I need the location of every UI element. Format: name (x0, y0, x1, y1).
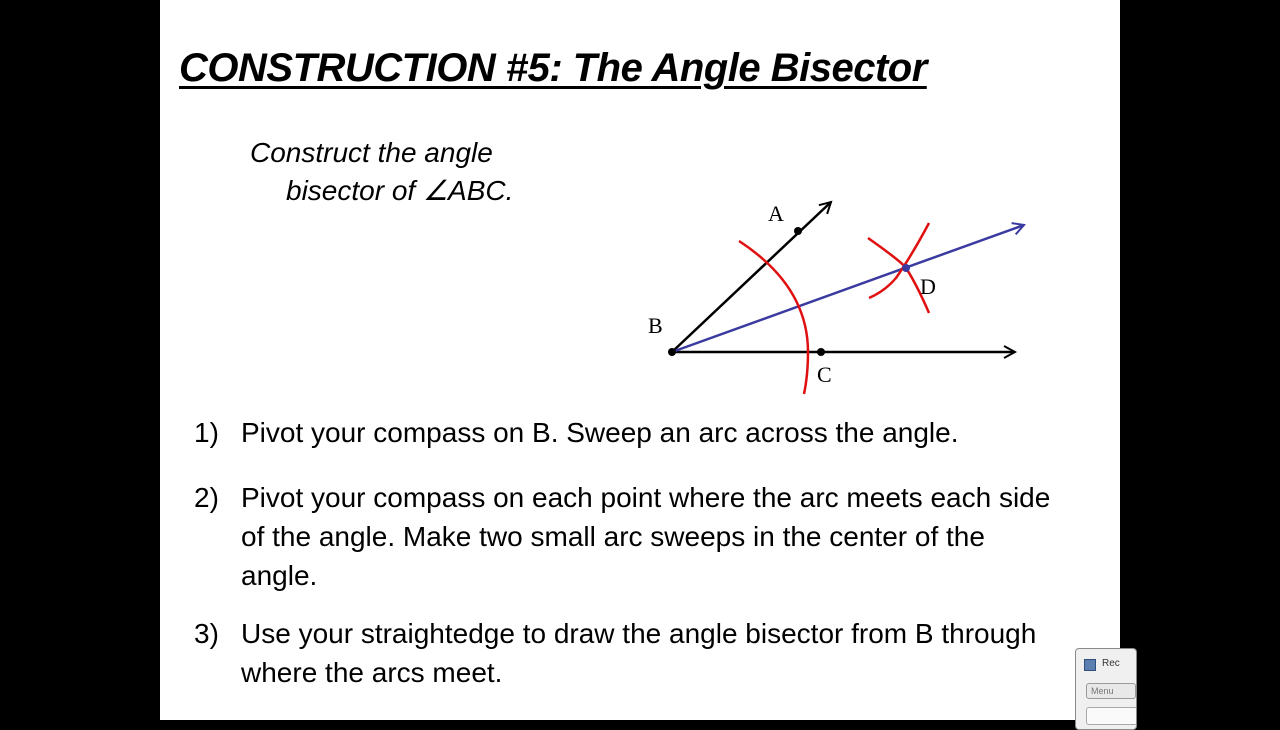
step-2 (194, 478, 1064, 595)
step-2-text: Pivot your compass on each point where the arc meets each side of the angle. Make two small arc sweeps in the center of the angle. (241, 482, 1051, 591)
recorder-popup[interactable] (1075, 648, 1137, 730)
recorder-icon (1084, 659, 1096, 671)
step-3-number: 3) (194, 618, 219, 649)
recorder-title: Rec (1102, 658, 1120, 669)
step-1 (194, 413, 1094, 452)
slide-title: CONSTRUCTION #5: The Angle Bisector (179, 46, 927, 90)
recorder-field[interactable] (1086, 707, 1137, 725)
main-arc (739, 241, 808, 394)
label-d: D (920, 274, 936, 299)
label-a: A (768, 201, 784, 226)
recorder-menu-button[interactable]: Menu (1086, 683, 1136, 699)
step-1-number: 1) (194, 417, 219, 448)
point-a (794, 227, 802, 235)
step-1-text: Pivot your compass on B. Sweep an arc across the angle. (241, 417, 959, 448)
step-3-text: Use your straightedge to draw the angle bisector from B through where the arcs meet. (241, 618, 1037, 688)
prompt-line-2: bisector of ∠ABC. (286, 175, 514, 206)
label-b: B (648, 313, 663, 338)
bisector-ray (672, 225, 1024, 352)
label-c: C (817, 362, 832, 387)
step-3 (194, 614, 1044, 692)
point-b (668, 348, 676, 356)
point-c (817, 348, 825, 356)
prompt-line-1: Construct the angle (250, 137, 493, 168)
angle-bisector-diagram (160, 0, 1120, 720)
point-d (902, 264, 910, 272)
step-2-number: 2) (194, 482, 219, 513)
slide (160, 0, 1120, 720)
